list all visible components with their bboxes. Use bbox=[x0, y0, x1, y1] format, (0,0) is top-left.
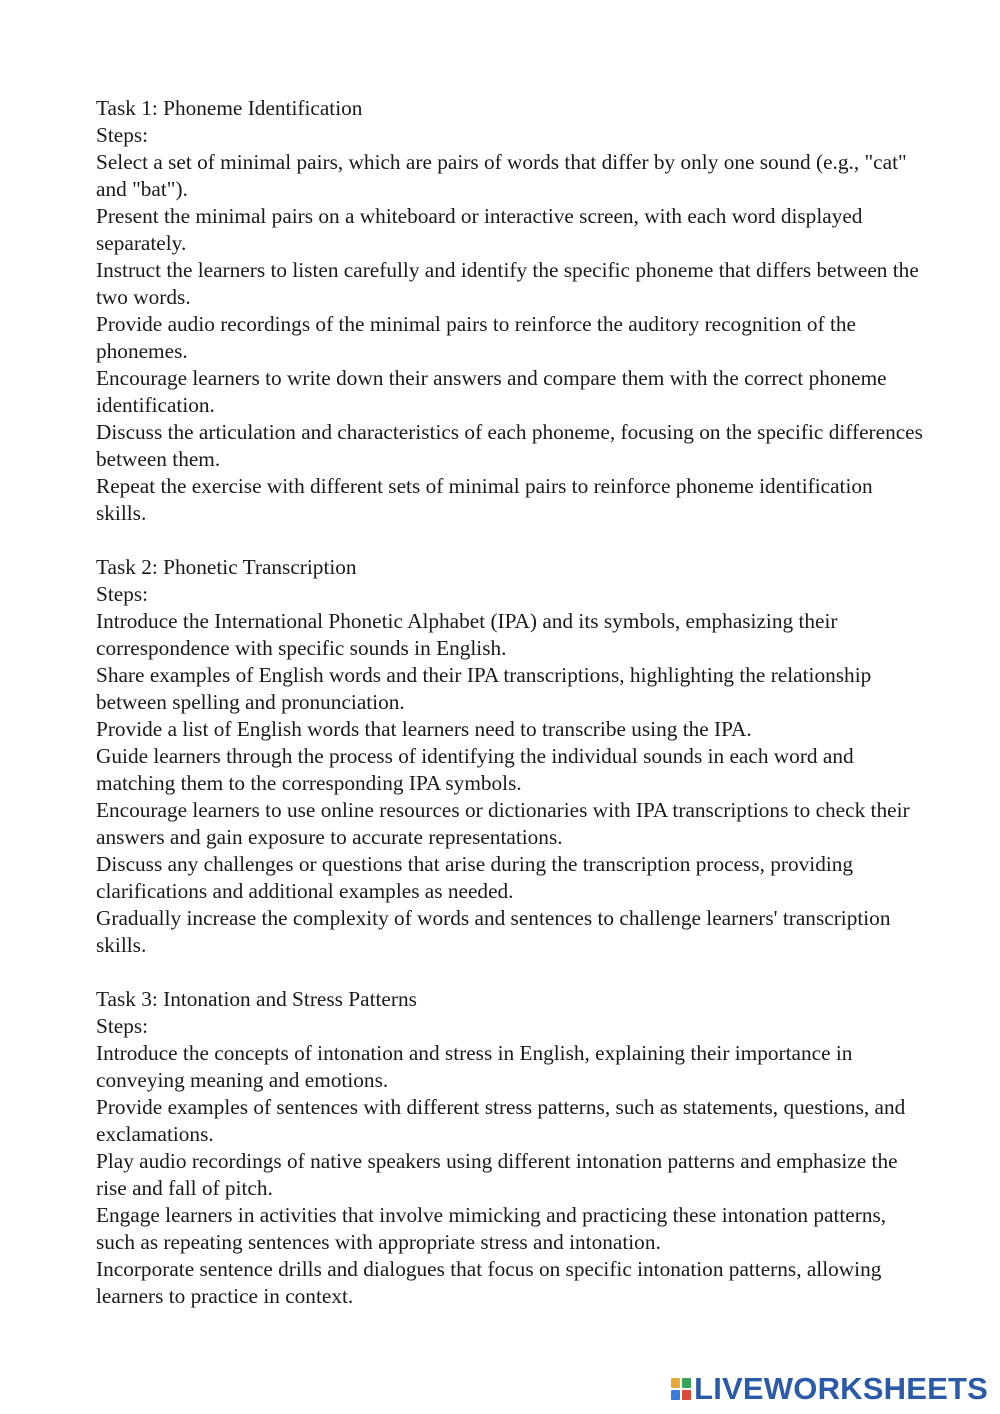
step-item: Present the minimal pairs on a whiteboard or interactive screen, with each word displayed separately. bbox=[96, 204, 863, 255]
step-item: Guide learners through the process of identifying the individual sounds in each word and matching them to the corresponding IPA symbols. bbox=[96, 744, 854, 795]
step-item: Provide examples of sentences with different stress patterns, such as statements, questions, and exclamations. bbox=[96, 1095, 906, 1146]
step-item: Share examples of English words and their IPA transcriptions, highlighting the relationship between spelling and pronunciation. bbox=[96, 663, 872, 714]
task-title: Task 1: Phoneme Identification bbox=[96, 96, 363, 120]
step-item: Gradually increase the complexity of words and sentences to challenge learners' transcription skills. bbox=[96, 906, 891, 957]
step-item: Encourage learners to use online resources or dictionaries with IPA transcriptions to check their answers and gain exposure to accurate representations. bbox=[96, 798, 910, 849]
steps-label: Steps: bbox=[96, 123, 149, 147]
task-2 bbox=[96, 554, 926, 959]
document-body bbox=[96, 95, 926, 1337]
task-title: Task 3: Intonation and Stress Patterns bbox=[96, 987, 417, 1011]
step-item: Discuss the articulation and characteristics of each phoneme, focusing on the specific differences between them. bbox=[96, 420, 923, 471]
step-item: Introduce the International Phonetic Alphabet (IPA) and its symbols, emphasizing their correspondence with specific sounds in English. bbox=[96, 609, 838, 660]
logo-cube bbox=[671, 1378, 680, 1388]
step-item: Instruct the learners to listen carefully and identify the specific phoneme that differs between the two words. bbox=[96, 258, 919, 309]
step-item: Repeat the exercise with different sets of minimal pairs to reinforce phoneme identification skills. bbox=[96, 474, 873, 525]
task-3 bbox=[96, 986, 926, 1310]
step-item: Play audio recordings of native speakers using different intonation patterns and emphasize the rise and fall of pitch. bbox=[96, 1149, 898, 1200]
steps-label: Steps: bbox=[96, 582, 149, 606]
step-item: Introduce the concepts of intonation and stress in English, explaining their importance in conveying meaning and emotions. bbox=[96, 1041, 853, 1092]
steps-label: Steps: bbox=[96, 1014, 149, 1038]
step-item: Provide a list of English words that learners need to transcribe using the IPA. bbox=[96, 717, 752, 741]
step-item: Provide audio recordings of the minimal pairs to reinforce the auditory recognition of the phonemes. bbox=[96, 312, 856, 363]
task-title: Task 2: Phonetic Transcription bbox=[96, 555, 357, 579]
step-item: Select a set of minimal pairs, which are pairs of words that differ by only one sound (e.g., "cat" and "bat"). bbox=[96, 150, 907, 201]
logo-cube bbox=[682, 1378, 691, 1388]
liveworksheets-logo[interactable] bbox=[671, 1372, 988, 1406]
liveworksheets-cubes-icon bbox=[671, 1378, 691, 1400]
task-1 bbox=[96, 95, 926, 527]
step-item: Encourage learners to write down their answers and compare them with the correct phoneme identification. bbox=[96, 366, 887, 417]
logo-text: LIVEWORKSHEETS bbox=[694, 1371, 988, 1406]
step-item: Incorporate sentence drills and dialogues that focus on specific intonation patterns, allowing learners to practice in context. bbox=[96, 1257, 882, 1308]
logo-cube bbox=[682, 1390, 691, 1400]
step-item: Discuss any challenges or questions that arise during the transcription process, providing clarifications and additional examples as needed. bbox=[96, 852, 854, 903]
logo-cube bbox=[671, 1390, 680, 1400]
step-item: Engage learners in activities that involve mimicking and practicing these intonation patterns, such as repeating sentences with appropriate stress and intonation. bbox=[96, 1203, 887, 1254]
